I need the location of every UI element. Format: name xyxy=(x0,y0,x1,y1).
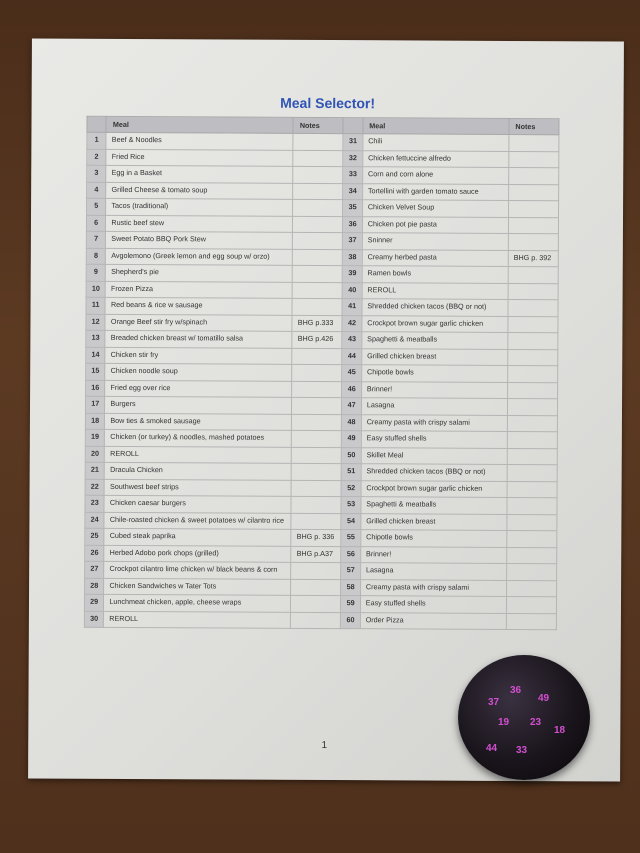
row-number: 35 xyxy=(343,200,362,217)
meal-notes xyxy=(506,596,556,613)
die-number: 18 xyxy=(554,725,566,736)
d60-die xyxy=(458,655,590,780)
row-number: 26 xyxy=(85,545,104,562)
meal-notes xyxy=(508,200,558,217)
header-meal: Meal xyxy=(106,116,293,133)
row-number: 45 xyxy=(342,365,361,382)
die-number: 19 xyxy=(498,717,510,728)
meal-notes: BHG p.426 xyxy=(292,331,342,348)
meal-notes xyxy=(293,216,343,233)
meal-notes xyxy=(292,430,342,447)
row-number: 8 xyxy=(86,248,105,265)
row-number: 5 xyxy=(87,198,106,215)
meal-notes xyxy=(509,134,559,151)
meal-notes xyxy=(507,497,557,514)
meal-name: Chicken stir fry xyxy=(105,347,292,364)
meal-notes xyxy=(506,613,556,630)
meal-name: Orange Beef stir fry w/spinach xyxy=(105,314,292,331)
meal-name: REROLL xyxy=(362,282,508,299)
meal-notes: BHG p.A37 xyxy=(291,546,341,563)
meal-notes: BHG p. 392 xyxy=(508,250,558,267)
meal-notes xyxy=(292,414,342,431)
page-title: Meal Selector! xyxy=(280,94,376,112)
meal-name: Tacos (traditional) xyxy=(106,198,293,215)
meal-name: Sninner xyxy=(362,233,508,250)
row-number: 28 xyxy=(85,578,104,595)
meal-name: Grilled chicken breast xyxy=(362,348,508,365)
meal-name: Grilled chicken breast xyxy=(361,513,507,530)
meal-notes xyxy=(291,612,341,629)
meal-name: Chipotle bowls xyxy=(361,530,507,547)
meal-notes xyxy=(507,398,557,415)
meal-name: Order Pizza xyxy=(360,612,506,629)
meal-name: Chile-roasted chicken & sweet potatoes w/ cilantro rice xyxy=(104,512,291,529)
header-num xyxy=(87,116,106,132)
meal-notes xyxy=(293,150,343,167)
meal-notes xyxy=(508,332,558,349)
meal-name: Shredded chicken tacos (BBQ or not) xyxy=(362,299,508,316)
row-number: 49 xyxy=(342,431,361,448)
meal-name: Fried Rice xyxy=(106,149,293,166)
meal-name: Crockpot cilantro lime chicken w/ black beans & corn xyxy=(104,561,291,578)
meal-name: Beef & Noodles xyxy=(106,132,293,149)
row-number: 30 xyxy=(84,611,103,628)
meal-name: Chicken caesar burgers xyxy=(104,495,291,512)
meal-name: REROLL xyxy=(104,611,291,628)
meal-notes xyxy=(506,580,556,597)
row-number: 27 xyxy=(85,561,104,578)
meal-name: Shredded chicken tacos (BBQ or not) xyxy=(361,464,507,481)
meal-name: Crockpot brown sugar garlic chicken xyxy=(361,480,507,497)
die-number: 49 xyxy=(538,693,550,704)
row-number: 38 xyxy=(343,249,362,266)
row-number: 12 xyxy=(86,314,105,331)
meal-name: Chili xyxy=(363,134,509,151)
meal-name: REROLL xyxy=(105,446,292,463)
meal-notes: BHG p.333 xyxy=(292,315,342,332)
header-notes: Notes xyxy=(509,118,559,134)
meal-name: Creamy pasta with crispy salami xyxy=(360,579,506,596)
meal-name: Lasagna xyxy=(360,563,506,580)
row-number: 6 xyxy=(86,215,105,232)
meal-name: Chicken (or turkey) & noodles, mashed potatoes xyxy=(105,429,292,446)
row-number: 36 xyxy=(343,216,362,233)
row-number: 32 xyxy=(343,150,362,167)
meal-name: Grilled Cheese & tomato soup xyxy=(106,182,293,199)
meal-name: Chipotle bowls xyxy=(361,365,507,382)
meal-notes xyxy=(507,431,557,448)
meal-notes xyxy=(291,513,341,530)
meal-name: Dracula Chicken xyxy=(105,462,292,479)
row-number: 31 xyxy=(343,134,362,151)
row-number: 44 xyxy=(342,348,361,365)
row-number: 1 xyxy=(87,132,106,149)
row-number: 48 xyxy=(342,414,361,431)
meal-name: Bow ties & smoked sausage xyxy=(105,413,292,430)
row-number: 34 xyxy=(343,183,362,200)
meal-notes xyxy=(508,283,558,300)
meal-notes xyxy=(293,199,343,216)
meal-name: Red beans & rice w sausage xyxy=(105,297,292,314)
meal-name: Crockpot brown sugar garlic chicken xyxy=(362,315,508,332)
row-number: 39 xyxy=(343,266,362,283)
meal-notes xyxy=(508,266,558,283)
row-number: 16 xyxy=(86,380,105,397)
header-notes: Notes xyxy=(293,117,343,133)
meal-name: Egg in a Basket xyxy=(106,165,293,182)
row-number: 52 xyxy=(341,480,360,497)
meal-notes xyxy=(507,514,557,531)
meal-name: Ramen bowls xyxy=(362,266,508,283)
row-number: 57 xyxy=(341,563,360,580)
meal-notes xyxy=(292,397,342,414)
meal-name: Brinner! xyxy=(361,546,507,563)
page-number: 1 xyxy=(321,739,328,752)
meal-name: Rustic beef stew xyxy=(106,215,293,232)
row-number: 47 xyxy=(342,398,361,415)
meal-notes xyxy=(508,365,558,382)
meal-notes xyxy=(507,382,557,399)
row-number: 33 xyxy=(343,167,362,184)
meal-name: Easy stuffed shells xyxy=(361,431,507,448)
meal-notes xyxy=(291,480,341,497)
meal-notes xyxy=(293,249,343,266)
row-number: 54 xyxy=(341,513,360,530)
meal-name: Easy stuffed shells xyxy=(360,596,506,613)
meal-name: Chicken fettuccine alfredo xyxy=(363,150,509,167)
meal-notes xyxy=(508,233,558,250)
meal-notes xyxy=(507,464,557,481)
meal-name: Avgolemono (Greek lemon and egg soup w/ orzo) xyxy=(106,248,293,265)
row-number: 56 xyxy=(341,546,360,563)
row-number: 53 xyxy=(341,497,360,514)
meal-name: Herbed Adobo pork chops (grilled) xyxy=(104,545,291,562)
row-number: 2 xyxy=(87,149,106,166)
meal-name: Chicken Sandwiches w Tater Tots xyxy=(104,578,291,595)
row-number: 23 xyxy=(85,495,104,512)
row-number: 3 xyxy=(87,165,106,182)
meal-notes xyxy=(508,349,558,366)
row-number: 10 xyxy=(86,281,105,298)
row-number: 14 xyxy=(86,347,105,364)
meal-name: Tortellini with garden tomato sauce xyxy=(362,183,508,200)
meal-name: Corn and corn alone xyxy=(363,167,509,184)
row-number: 11 xyxy=(86,297,105,314)
row-number: 13 xyxy=(86,330,105,347)
meal-name: Creamy pasta with crispy salami xyxy=(361,414,507,431)
meal-notes xyxy=(292,364,342,381)
meal-notes xyxy=(292,348,342,365)
die-number: 33 xyxy=(516,745,528,756)
row-number: 24 xyxy=(85,512,104,529)
meal-notes xyxy=(507,547,557,564)
meal-table xyxy=(84,116,560,630)
header-meal: Meal xyxy=(363,118,509,135)
meal-notes xyxy=(292,298,342,315)
row-number: 7 xyxy=(86,231,105,248)
meal-notes xyxy=(509,184,559,201)
meal-notes xyxy=(292,282,342,299)
row-number: 22 xyxy=(85,479,104,496)
die-number: 44 xyxy=(486,743,498,754)
row-number: 50 xyxy=(342,447,361,464)
meal-name: Creamy herbed pasta xyxy=(362,249,508,266)
die-number: 23 xyxy=(530,717,542,728)
meal-notes: BHG p. 336 xyxy=(291,529,341,546)
meal-notes xyxy=(293,232,343,249)
meal-name: Burgers xyxy=(105,396,292,413)
row-number: 25 xyxy=(85,528,104,545)
meal-name: Chicken Velvet Soup xyxy=(362,200,508,217)
row-number: 20 xyxy=(85,446,104,463)
meal-name: Lunchmeat chicken, apple, cheese wraps xyxy=(104,594,291,611)
meal-name: Breaded chicken breast w/ tomatillo salsa xyxy=(105,330,292,347)
row-number: 17 xyxy=(85,396,104,413)
row-number: 21 xyxy=(85,462,104,479)
row-number: 51 xyxy=(342,464,361,481)
meal-notes xyxy=(508,217,558,234)
row-number: 40 xyxy=(342,282,361,299)
meal-notes xyxy=(291,595,341,612)
meal-name: Fried egg over rice xyxy=(105,380,292,397)
meal-notes xyxy=(508,316,558,333)
row-number: 19 xyxy=(85,429,104,446)
meal-notes xyxy=(293,183,343,200)
row-number: 60 xyxy=(341,612,360,629)
meal-notes xyxy=(292,381,342,398)
row-number: 43 xyxy=(342,332,361,349)
row-number: 59 xyxy=(341,596,360,613)
meal-notes xyxy=(293,133,343,150)
meal-name: Cubed steak paprika xyxy=(104,528,291,545)
header-num xyxy=(343,118,362,134)
meal-name: Lasagna xyxy=(361,398,507,415)
meal-name: Brinner! xyxy=(361,381,507,398)
meal-notes xyxy=(507,415,557,432)
meal-name: Chicken noodle soup xyxy=(105,363,292,380)
row-number: 15 xyxy=(86,363,105,380)
row-number: 9 xyxy=(86,264,105,281)
row-number: 58 xyxy=(341,579,360,596)
meal-notes xyxy=(291,463,341,480)
meal-notes xyxy=(508,299,558,316)
meal-notes xyxy=(507,563,557,580)
meal-notes xyxy=(507,448,557,465)
meal-notes xyxy=(509,151,559,168)
meal-notes xyxy=(507,481,557,498)
meal-notes xyxy=(291,579,341,596)
meal-notes xyxy=(291,562,341,579)
row-number: 41 xyxy=(342,299,361,316)
meal-name: Skillet Meal xyxy=(361,447,507,464)
row-number: 29 xyxy=(84,594,103,611)
row-number: 42 xyxy=(342,315,361,332)
meal-notes xyxy=(293,265,343,282)
row-number: 18 xyxy=(85,413,104,430)
meal-name: Spaghetti & meatballs xyxy=(362,332,508,349)
meal-notes xyxy=(509,167,559,184)
row-number: 55 xyxy=(341,530,360,547)
row-number: 4 xyxy=(87,182,106,199)
meal-notes xyxy=(507,530,557,547)
row-number: 37 xyxy=(343,233,362,250)
meal-notes xyxy=(293,166,343,183)
die-number: 36 xyxy=(510,685,522,696)
die-number: 37 xyxy=(488,697,500,708)
meal-name: Shepherd's pie xyxy=(106,264,293,281)
meal-notes xyxy=(292,447,342,464)
meal-name: Sweet Potato BBQ Pork Stew xyxy=(106,231,293,248)
meal-name: Southwest beef strips xyxy=(104,479,291,496)
meal-name: Spaghetti & meatballs xyxy=(361,497,507,514)
table-row xyxy=(84,611,556,630)
meal-name: Frozen Pizza xyxy=(105,281,292,298)
row-number: 46 xyxy=(342,381,361,398)
meal-notes xyxy=(291,496,341,513)
meal-name: Chicken pot pie pasta xyxy=(362,216,508,233)
